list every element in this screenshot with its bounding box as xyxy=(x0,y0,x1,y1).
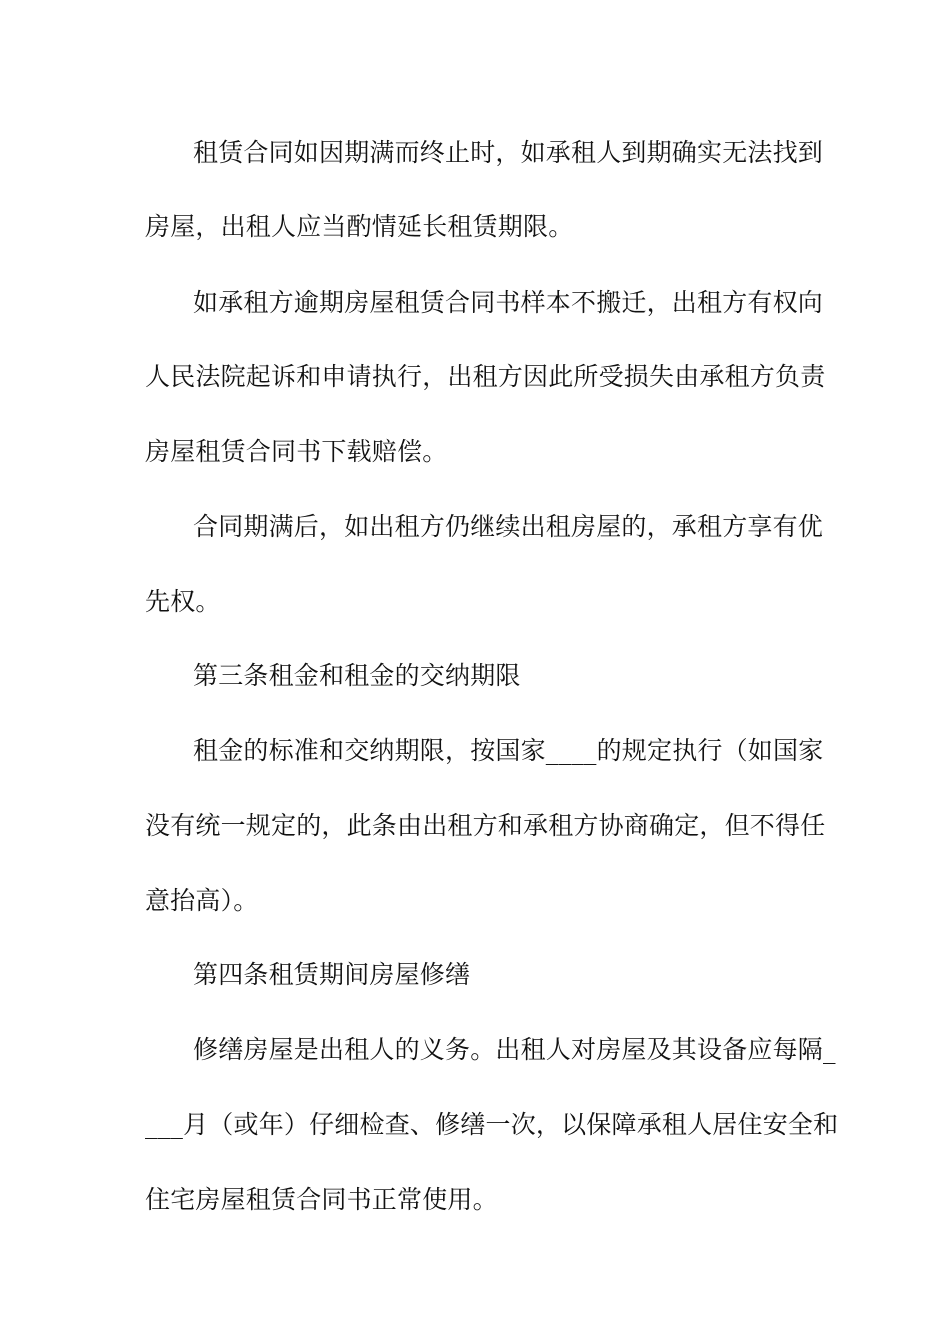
paragraph-line: 修缮房屋是出租人的义务。出租人对房屋及其设备应每隔_ xyxy=(193,1035,836,1064)
section-heading: 第三条租金和租金的交纳期限 xyxy=(193,661,521,690)
paragraph-line: 如承租方逾期房屋租赁合同书样本不搬迁，出租方有权向 xyxy=(193,288,824,317)
paragraph-line: 房屋租赁合同书下载赔偿。 xyxy=(145,437,448,466)
paragraph-line: 房屋，出租人应当酌情延长租赁期限。 xyxy=(145,212,574,241)
paragraph-line: 租金的标准和交纳期限，按国家____的规定执行（如国家 xyxy=(193,736,824,765)
paragraph-line: 合同期满后，如出租方仍继续出租房屋的，承租方享有优 xyxy=(193,512,824,541)
paragraph-line: 租赁合同如因期满而终止时，如承租人到期确实无法找到 xyxy=(193,138,824,167)
paragraph-line: 住宅房屋租赁合同书正常使用。 xyxy=(145,1185,498,1214)
paragraph-line: 意抬高）。 xyxy=(145,886,259,915)
paragraph-line: 没有统一规定的，此条由出租方和承租方协商确定，但不得任 xyxy=(145,811,826,840)
paragraph-line: 先权。 xyxy=(145,587,221,616)
section-heading: 第四条租赁期间房屋修缮 xyxy=(193,960,471,989)
paragraph-line: 人民法院起诉和申请执行，出租方因此所受损失由承租方负责 xyxy=(145,362,826,391)
paragraph-line: ___月（或年）仔细检查、修缮一次，以保障承租人居住安全和 xyxy=(145,1110,839,1139)
